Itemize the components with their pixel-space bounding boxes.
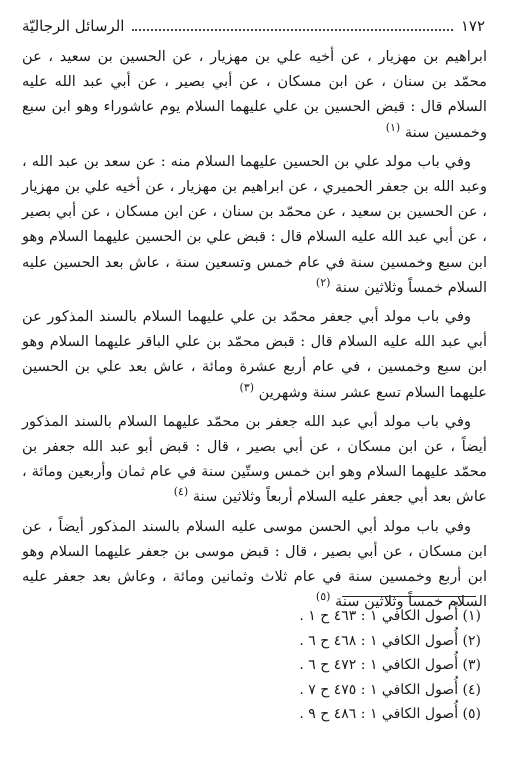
running-title: الرسائل الرجاليّة (22, 17, 125, 35)
footnotes (24, 604, 481, 727)
footnote-reference: (٥) (315, 590, 331, 604)
paragraph (22, 514, 487, 615)
footnote: (٣) أُصول الكافي ١ : ٤٧٢ ح ٦ . (299, 657, 481, 674)
paragraph-text: وفي باب مولد أبي جعفر محمّد بن علي عليهما السلام بالسند المذكور عن أبي عبد الله عليه السلام قال : قبض محمّد بن علي الباقر عليهما السلام وهو ابن سبع وخمسين ، في عام أربع عشرة ومائة ، عاش بعد علي بن الحسين عليهما السلام تسع عشر سنة وشهرين (22, 308, 487, 401)
footnote-reference: (٣) (239, 380, 255, 394)
paragraph-text: وفي باب مولد أبي عبد الله جعفر بن محمّد عليهما السلام بالسند المذكور أيضاً ، عن ابن مسكان ، عن أبي بصير ، قال : قبض أبو عبد الله جعفر بن محمّد عليهما السلام وهو ابن خمس وستّين سنة في عام ثمان وأربعين ومائة ، عاش بعد أبي جعفر عليه السلام أربعاً وثلاثين سنة (22, 412, 487, 506)
paragraph-text: وفي باب مولد علي بن الحسين عليهما السلام منه : عن سعد بن عبد الله ، وعبد الله بن جعفر الحميري ، عن ابراهيم بن مهزيار ، عن أخيه علي بن مهزيار ، عن الحسين بن سعيد ، عن محمّد بن سنان ، عن ابن مسكان ، عن أبي بصير ، عن أبي عبد الله عليه السلام قال : قبض علي بن الحسين عليهما السلام وهو ابن سبع وخمسين سنة في عام خمس وتسعين سنة ، عاش بعد الحسين عليه السلام خمساً وثلاثين سنة (22, 152, 487, 296)
footnote-reference: (١) (385, 120, 401, 134)
paragraph (22, 304, 487, 405)
footnote-reference: (٢) (315, 275, 331, 289)
paragraph-text: ابراهيم بن مهزيار ، عن أخيه علي بن مهزيار ، عن الحسين بن سعيد ، عن محمّد بن سنان ، عن ابن مسكان ، عن أبي بصير ، عن أبي عبد الله عليه السلام قال : قبض الحسين بن علي عليهما السلام يوم عاشوراء وهو ابن سبع وخمسين سنة (22, 48, 487, 141)
footnote: (٢) أُصول الكافي ١ : ٤٦٨ ح ٦ . (299, 632, 481, 649)
page-header (22, 10, 485, 36)
main-text (22, 44, 487, 618)
paragraph (22, 149, 487, 300)
paragraph (22, 44, 487, 145)
footnote: (٤) أُصول الكافي ١ : ٤٧٥ ح ٧ . (299, 681, 481, 698)
footnote-divider (342, 596, 476, 597)
footnote: (٥) أُصول الكافي ١ : ٤٨٦ ح ٩ . (299, 706, 481, 723)
page-number: ١٧٢ (460, 17, 485, 35)
footnote: (١) أُصول الكافي ١ : ٤٦٣ ح ١ . (299, 608, 481, 624)
paragraph (22, 409, 487, 510)
footnote-reference: (٤) (173, 485, 189, 499)
header-dotted-leader (132, 29, 452, 31)
paragraph-text: وفي باب مولد أبي الحسن موسى عليه السلام بالسند المذكور أيضاً ، عن ابن مسكان ، عن أبي بصير ، قال : قبض موسى بن جعفر عليهما السلام وهو ابن أربع وخمسين سنة في عام ثلاث وثمانين ومائة ، وعاش بعد جعفر عليه السلام خمساً وثلاثين سنة (22, 517, 487, 611)
